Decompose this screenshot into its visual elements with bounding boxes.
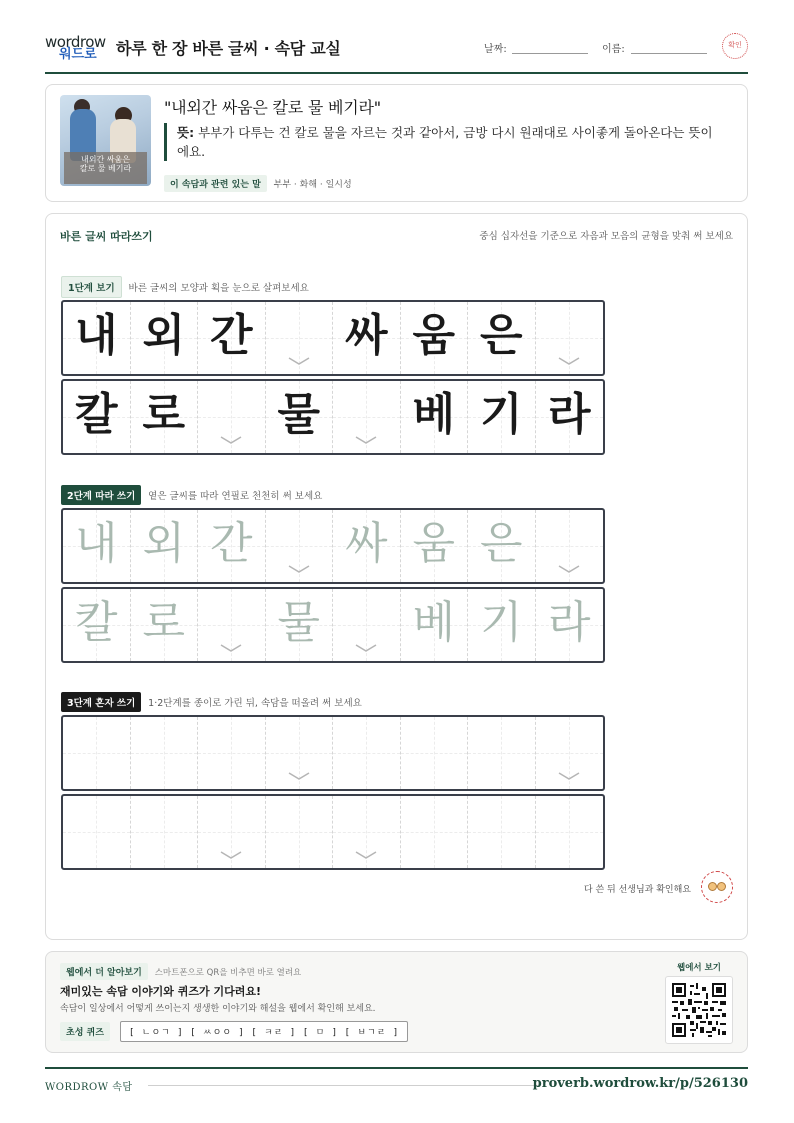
web-pill xyxy=(60,963,301,980)
grid-cell[interactable] xyxy=(198,510,266,582)
grid-cell[interactable] xyxy=(536,796,604,868)
space-mark-icon xyxy=(360,850,372,862)
grid-cell[interactable] xyxy=(401,717,469,789)
grid-cell[interactable] xyxy=(63,717,131,789)
space-mark-icon xyxy=(225,643,237,655)
web-more-section xyxy=(45,951,748,1053)
grid-cell[interactable] xyxy=(63,589,131,661)
step3-label xyxy=(61,692,362,712)
web-pill-label: 웹에서 더 알아보기 xyxy=(60,963,148,980)
step3-row-1[interactable] xyxy=(61,715,605,791)
space-mark-icon xyxy=(225,435,237,447)
grid-cell xyxy=(536,381,604,453)
model-glyph: 외 xyxy=(142,310,185,361)
qr-code-graphic xyxy=(672,983,726,1037)
trace-glyph: 간 xyxy=(209,518,253,569)
proverb-card xyxy=(45,84,748,202)
grid-cell[interactable] xyxy=(468,796,536,868)
logo-text-bottom: 워드로 xyxy=(59,47,97,62)
grid-cell[interactable] xyxy=(536,510,604,582)
grid-cell[interactable] xyxy=(131,796,199,868)
quiz-label: 초성 퀴즈 xyxy=(60,1022,110,1041)
step2-badge: 2단계 따라 쓰기 xyxy=(61,485,141,505)
grid-cell[interactable] xyxy=(401,796,469,868)
related-words xyxy=(164,175,352,192)
related-label: 이 속담과 관련 있는 말 xyxy=(164,175,267,192)
grid-cell xyxy=(401,302,469,374)
grid-cell[interactable] xyxy=(333,510,401,582)
step2-row-2[interactable] xyxy=(61,587,605,663)
illustration-caption xyxy=(64,152,147,184)
space-mark-icon xyxy=(563,356,575,368)
grid-cell xyxy=(468,302,536,374)
trace-glyph: 기 xyxy=(479,597,523,648)
page-title: 하루 한 장 바른 글씨 · 속담 교실 xyxy=(116,39,341,58)
footer-url-link[interactable]: proverb.wordrow.kr/p/526130 xyxy=(532,1076,748,1091)
initial-quiz xyxy=(60,1021,408,1042)
grid-cell[interactable] xyxy=(266,796,334,868)
teacher-stamp-icon xyxy=(701,871,733,903)
model-glyph: 내 xyxy=(74,310,118,361)
model-glyph: 로 xyxy=(142,389,185,440)
step1-badge: 1단계 보기 xyxy=(61,276,122,298)
model-glyph: 간 xyxy=(209,310,253,361)
trace-glyph: 싸 xyxy=(344,518,388,569)
illustration-caption-text: 내외간 싸움은 칼로 물 베기라 xyxy=(79,155,132,173)
trace-glyph: 움 xyxy=(412,518,455,569)
grid-cell[interactable] xyxy=(131,589,199,661)
trace-glyph: 칼 xyxy=(74,597,118,648)
step3-desc: 1·2단계를 종이로 가린 뒤, 속담을 떠올려 써 보세요 xyxy=(148,698,362,709)
name-label: 이름: xyxy=(602,44,625,55)
space-mark-icon xyxy=(293,356,305,368)
model-glyph: 물 xyxy=(277,389,320,440)
trace-glyph: 외 xyxy=(142,518,185,569)
space-mark-icon xyxy=(293,564,305,576)
grid-cell xyxy=(536,302,604,374)
grid-cell[interactable] xyxy=(266,510,334,582)
model-glyph: 싸 xyxy=(344,310,388,361)
model-glyph: 기 xyxy=(479,389,523,440)
meaning-label: 뜻: xyxy=(177,125,195,140)
grid-cell[interactable] xyxy=(63,796,131,868)
web-description: 속담이 일상에서 어떻게 쓰이는지 생생한 이야기와 해설을 웹에서 확인해 보세요. xyxy=(60,1004,376,1014)
grid-cell[interactable] xyxy=(401,589,469,661)
grid-cell[interactable] xyxy=(333,717,401,789)
grid-cell xyxy=(401,381,469,453)
space-mark-icon xyxy=(225,850,237,862)
grid-cell[interactable] xyxy=(468,717,536,789)
grid-cell xyxy=(468,381,536,453)
step2-row-1[interactable] xyxy=(61,508,605,584)
grid-cell[interactable] xyxy=(468,510,536,582)
footer-brand: WORDROW 속담 xyxy=(45,1082,133,1093)
model-glyph: 움 xyxy=(412,310,455,361)
meaning-text: 부부가 다투는 건 칼로 물을 자르는 것과 같아서, 금방 다시 원래대로 사이좋게 돌아온다는 뜻이에요. xyxy=(177,125,713,159)
trace-glyph: 은 xyxy=(479,518,523,569)
practice-title: 바른 글씨 따라쓰기 xyxy=(60,230,153,243)
model-glyph: 라 xyxy=(547,389,591,440)
grid-cell[interactable] xyxy=(131,717,199,789)
trace-glyph: 내 xyxy=(74,518,118,569)
check-stamp-icon: 확인 xyxy=(722,33,748,59)
grid-cell xyxy=(131,302,199,374)
confirm-text: 다 쓴 뒤 선생님과 확인해요 xyxy=(583,885,691,895)
step3-row-2[interactable] xyxy=(61,794,605,870)
grid-cell[interactable] xyxy=(468,589,536,661)
grid-cell[interactable] xyxy=(63,510,131,582)
model-glyph: 베 xyxy=(412,389,455,440)
grid-cell[interactable] xyxy=(266,717,334,789)
quiz-box: [ ㄴㅇㄱ ] [ ㅆㅇㅇ ] [ ㅋㄹ ] [ ㅁ ] [ ㅂㄱㄹ ] xyxy=(120,1021,408,1042)
model-glyph: 칼 xyxy=(74,389,118,440)
grid-cell[interactable] xyxy=(333,589,401,661)
date-field[interactable] xyxy=(512,53,588,54)
proverb-meaning xyxy=(164,123,724,161)
step1-row-2 xyxy=(61,379,605,455)
step1-row-1 xyxy=(61,300,605,376)
grid-cell xyxy=(333,381,401,453)
date-label: 날짜: xyxy=(484,44,507,55)
grid-cell xyxy=(266,381,334,453)
grid-cell xyxy=(333,302,401,374)
grid-cell xyxy=(63,302,131,374)
space-mark-icon xyxy=(563,564,575,576)
step3-badge: 3단계 혼자 쓰기 xyxy=(61,692,141,712)
grid-cell xyxy=(266,302,334,374)
grid-cell xyxy=(63,381,131,453)
qr-code-icon[interactable] xyxy=(665,976,733,1044)
trace-glyph: 라 xyxy=(547,597,591,648)
trace-glyph: 로 xyxy=(142,597,185,648)
logo-text-top: wordrow xyxy=(45,33,106,51)
related-tags: 부부 · 화해 · 일시성 xyxy=(273,180,352,190)
model-glyph: 은 xyxy=(479,310,523,361)
space-mark-icon xyxy=(293,771,305,783)
space-mark-icon xyxy=(360,643,372,655)
step1-desc: 바른 글씨의 모양과 획을 눈으로 살펴보세요 xyxy=(128,283,309,294)
wordrow-logo xyxy=(45,34,109,64)
space-mark-icon xyxy=(360,435,372,447)
handwriting-practice-section xyxy=(45,213,748,940)
grid-cell xyxy=(198,302,266,374)
proverb-title: "내외간 싸움은 칼로 물 베기라" xyxy=(164,98,381,117)
step1-label xyxy=(61,276,309,298)
grid-cell[interactable] xyxy=(198,796,266,868)
name-field[interactable] xyxy=(631,53,707,54)
grid-cell xyxy=(131,381,199,453)
grid-cell[interactable] xyxy=(333,796,401,868)
step2-label xyxy=(61,485,322,505)
trace-glyph: 물 xyxy=(277,597,320,648)
web-heading: 재미있는 속담 이야기와 퀴즈가 기다려요! xyxy=(60,985,261,998)
grid-cell[interactable] xyxy=(198,717,266,789)
page-footer xyxy=(45,1067,748,1097)
qr-label: 웹에서 보기 xyxy=(676,963,721,973)
grid-cell[interactable] xyxy=(536,717,604,789)
footer-divider xyxy=(148,1085,538,1086)
grid-cell[interactable] xyxy=(401,510,469,582)
step2-desc: 옅은 글씨를 따라 연필로 천천히 써 보세요 xyxy=(148,491,323,502)
trace-glyph: 베 xyxy=(412,597,455,648)
practice-hint: 중심 십자선을 기준으로 자음과 모음의 균형을 맞춰 써 보세요 xyxy=(479,231,733,242)
grid-cell[interactable] xyxy=(198,589,266,661)
proverb-illustration xyxy=(60,95,151,186)
web-pill-sub: 스마트폰으로 QR을 비추면 바로 열려요 xyxy=(154,968,302,978)
grid-cell xyxy=(198,381,266,453)
grid-cell[interactable] xyxy=(536,589,604,661)
space-mark-icon xyxy=(563,771,575,783)
grid-cell[interactable] xyxy=(131,510,199,582)
grid-cell[interactable] xyxy=(266,589,334,661)
page-header xyxy=(45,28,748,74)
